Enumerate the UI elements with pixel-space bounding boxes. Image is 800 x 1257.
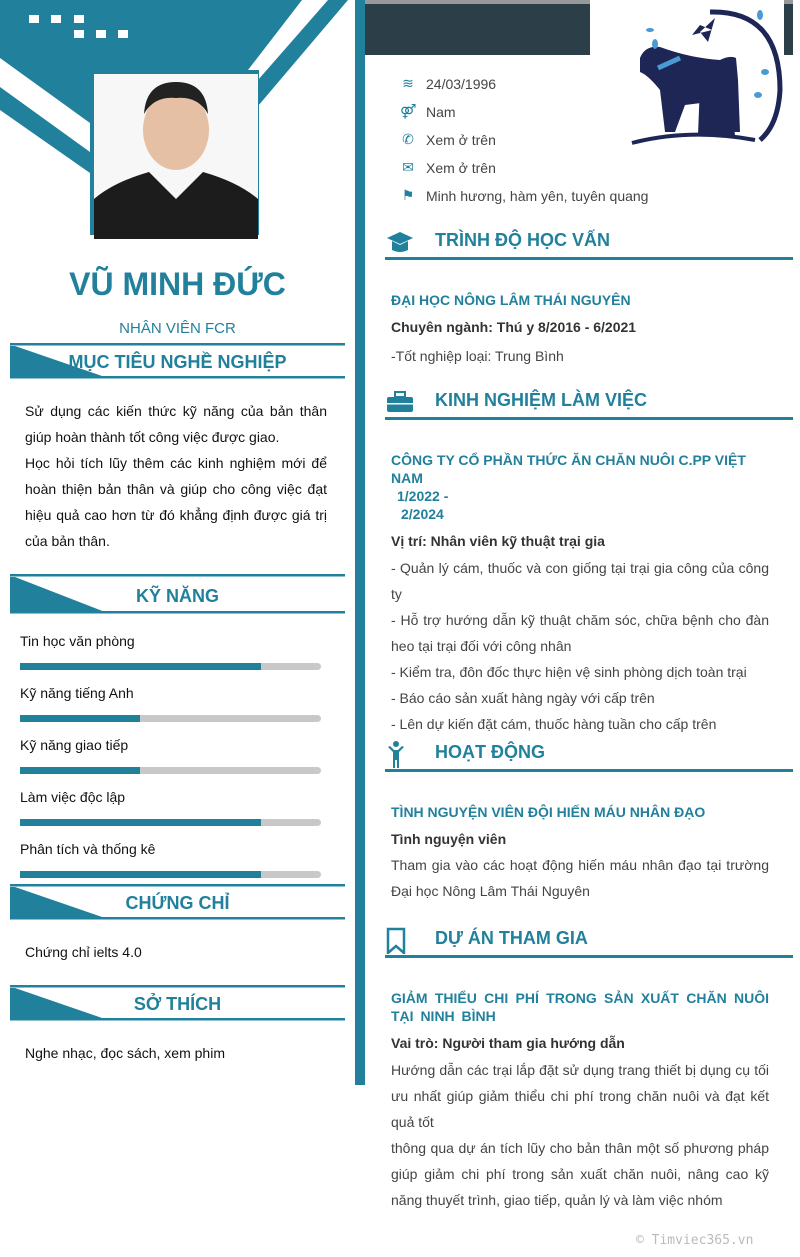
section-header-hobbies (10, 985, 345, 1021)
section-title: HOẠT ĐỘNG (435, 742, 545, 762)
project-description (391, 1057, 769, 1213)
section-title: TRÌNH ĐỘ HỌC VẤN (435, 230, 610, 250)
section-header-activities (385, 738, 793, 772)
task-item: - Kiểm tra, đôn đốc thực hiện vệ sinh phòng dịch toàn trại (391, 664, 747, 680)
project-role: Vai trò: Người tham gia hướng dẫn (391, 1035, 625, 1051)
contact-value: Minh hương, hàm yên, tuyên quang (426, 187, 649, 204)
column-divider (355, 0, 365, 1085)
project-name: GIẢM THIỂU CHI PHÍ TRONG SẢN XUẤT CHĂN NUÔI TẠI NINH BÌNH (391, 990, 769, 1024)
skill-bar (20, 767, 321, 774)
activity-org: TÌNH NGUYỆN VIÊN ĐỘI HIẾN MÁU NHÂN ĐẠO (391, 804, 706, 820)
skill-bar-fill (20, 871, 261, 878)
skill-name: Kỹ năng giao tiếp (20, 737, 129, 753)
certificate-text: Chứng chỉ ielts 4.0 (25, 944, 142, 960)
section-title: KINH NGHIỆM LÀM VIỆC (435, 390, 648, 410)
company-name: CÔNG TY CỔ PHẦN THỨC ĂN CHĂN NUÔI C.PP VIỆT NAM (391, 452, 746, 486)
project-line: Hướng dẫn các trại lắp đặt sử dụng trang thiết bị dụng cụ tối ưu nhất giúp giảm thiểu chi phí trong chăn nuôi và đạt kết quả tốt (391, 1062, 769, 1130)
contact-gender (400, 103, 456, 120)
skill-name: Kỹ năng tiếng Anh (20, 685, 134, 701)
section-title: DỰ ÁN THAM GIA (435, 928, 588, 948)
skill-item (20, 841, 321, 878)
project-line: thông qua dự án tích lũy cho bản thân một số phương pháp giúp giảm chi phí trong sản xuất chăn nuôi, nâng cao kỹ năng thuyết trình, giao tiếp, quản lý và làm việc nhóm (391, 1140, 769, 1208)
activity-entry (391, 803, 769, 904)
bookmark-icon (385, 926, 415, 954)
section-title: KỸ NĂNG (135, 586, 219, 606)
skill-name: Phân tích và thống kê (20, 841, 156, 857)
experience-entry (391, 451, 769, 737)
skill-name: Tin học văn phòng (20, 633, 135, 649)
objective-line: Sử dụng các kiến thức kỹ năng của bản thân giúp hoàn thành tốt công việc được giao. (25, 403, 327, 445)
experience-tasks (391, 555, 769, 737)
section-title: SỞ THÍCH (133, 994, 222, 1014)
phone-icon: ✆ (402, 131, 414, 147)
task-item: - Lên dự kiến đặt cám, thuốc hàng tuần cho cấp trên (391, 716, 717, 732)
section-header-projects (385, 924, 793, 958)
skill-item (20, 789, 321, 826)
education-entry (391, 291, 769, 364)
candidate-name: VŨ MINH ĐỨC (69, 266, 286, 302)
contact-value: 24/03/1996 (426, 75, 497, 92)
hobbies-text: Nghe nhạc, đọc sách, xem phim (25, 1045, 225, 1061)
skill-bar (20, 663, 321, 670)
contact-value: Xem ở trên (426, 131, 496, 148)
task-item: - Hỗ trợ hướng dẫn kỹ thuật chăm sóc, chữa bệnh cho đàn heo tại trại đối với công nhân (391, 612, 769, 654)
address-signpost-icon: ⚑ (401, 187, 415, 203)
task-item: - Quản lý cám, thuốc và con giống tại trại gia công của công ty (391, 560, 769, 602)
task-item: - Báo cáo sản xuất hàng ngày với cấp trên (391, 690, 655, 706)
skill-bar-fill (20, 767, 140, 774)
pet-logo-icon (630, 0, 795, 145)
section-header-objective (10, 343, 345, 379)
contact-phone (400, 131, 496, 148)
graduation-cap-icon (385, 228, 415, 256)
section-header-education (385, 226, 793, 260)
skill-bar-fill (20, 663, 261, 670)
education-detail: -Tốt nghiệp loại: Trung Bình (391, 348, 564, 364)
skill-bar (20, 871, 321, 878)
contact-email (400, 159, 496, 176)
objective-line: Học hỏi tích lũy thêm các kinh nghiệm mới để hoàn thiện bản thân và giúp cho công việc đạt hiệu quả cao hơn từ đó khẳng định được giá trị của bản thân. (25, 455, 327, 549)
contact-address (400, 187, 648, 204)
objective-text (25, 398, 327, 554)
education-major: Chuyên ngành: Thú y 8/2016 - 6/2021 (391, 319, 637, 335)
candidate-position: NHÂN VIÊN FCR (119, 320, 236, 337)
contact-birthday (400, 75, 496, 92)
header-bar (365, 4, 590, 55)
skill-bar (20, 715, 321, 722)
section-header-skills (10, 574, 345, 610)
section-header-certificates (10, 884, 345, 920)
skill-bar-fill (20, 819, 261, 826)
section-header-experience (385, 386, 793, 420)
skill-item (20, 685, 321, 722)
skill-item (20, 633, 321, 670)
section-title: CHỨNG CHỈ (125, 893, 230, 913)
person-icon (385, 740, 415, 768)
experience-role: Vị trí: Nhân viên kỹ thuật trại gia (391, 533, 605, 549)
experience-start: 1/2022 - (397, 488, 449, 504)
skill-bar (20, 819, 321, 826)
experience-end: 2/2024 (401, 506, 444, 522)
email-icon: ✉ (402, 159, 414, 175)
activity-description: Tham gia vào các hoạt động hiến máu nhân đạo tại trường Đại học Nông Lâm Thái Nguyên (391, 857, 769, 899)
watermark: © Timviec365.vn (636, 1233, 754, 1248)
project-entry (391, 989, 769, 1213)
contact-value: Xem ở trên (426, 159, 496, 176)
contact-value: Nam (426, 103, 456, 120)
gender-icon: ⚤ (400, 103, 417, 119)
skill-name: Làm việc độc lập (20, 789, 126, 805)
skill-bar-fill (20, 715, 140, 722)
skill-item (20, 737, 321, 774)
section-title: MỤC TIÊU NGHỀ NGHIỆP (68, 352, 287, 372)
birthday-cake-icon: ≋ (402, 75, 414, 91)
briefcase-icon (385, 388, 415, 416)
profile-photo (94, 74, 258, 239)
school-name: ĐẠI HỌC NÔNG LÂM THÁI NGUYÊN (391, 292, 631, 308)
activity-role: Tình nguyện viên (391, 831, 507, 847)
